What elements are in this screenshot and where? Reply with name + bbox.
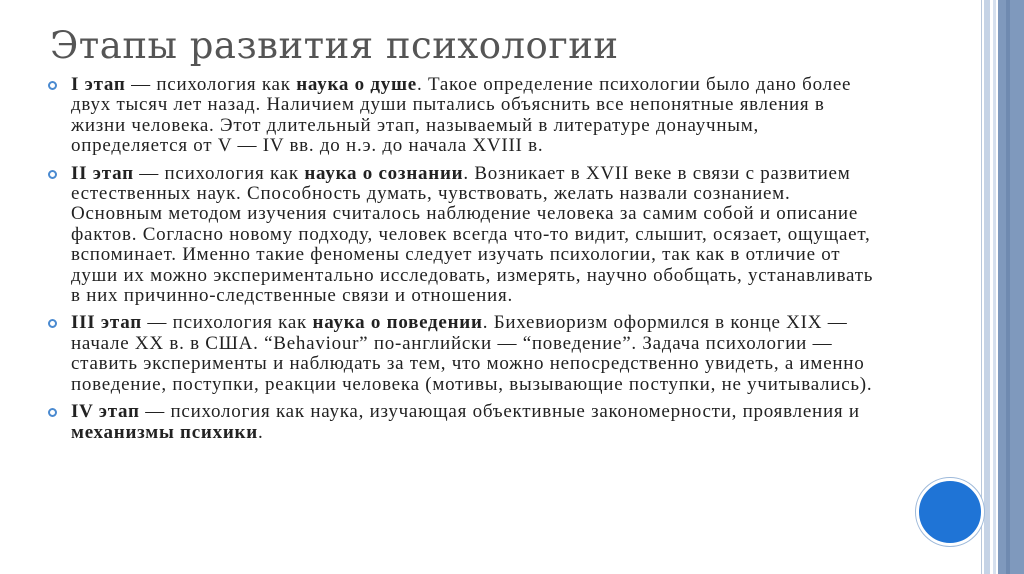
list-item [48,75,878,157]
stage-label: II этап [71,162,134,184]
item-text: . Возникает в XVII веке в связи с развитием естественных наук. Способность думать, чувствовать, желать назвали сознанием. Основным методом изучения считалось наблюдение человека за самим собой и описание фактов. Согласно новому подходу, человек всегда что-то видит, слышит, осязает, ощущает, вспоминает. Именно такие феномены следует изучать психологии, так как в отличие от души их можно экспериментально исследовать, измерять, научно обобщать, устанавливать в них причинно-следственные связи и отношения. [71,162,874,307]
bullet-list [48,75,878,450]
decor-stripe [993,0,996,574]
item-text: — психология как [133,162,305,184]
list-item [48,313,878,395]
decor-stripe [984,0,990,574]
decor-stripe [981,0,982,574]
decor-stripe [998,0,1024,574]
item-text: — психология как наука, изучающая объективные закономерности, проявления и [139,401,860,423]
stage-definition: наука о сознании [304,162,464,184]
stage-label: I этап [71,74,126,95]
stage-definition: наука о душе [296,74,417,95]
bullet-icon [48,81,57,90]
stage-label: IV этап [71,401,140,423]
item-text: . [257,421,264,443]
list-item [48,402,878,443]
decor-circle [916,478,984,546]
slide-title: Этапы развития психологии [50,24,619,67]
item-text: . Такое определение психологии было дано более двух тысяч лет назад. Наличием души пытались объяснить все непонятные явления в жизни человека. Этот длительный этап, называемый в литературе донаучным, определяется от V — IV вв. до н.э. до начала XVIII в. [71,74,852,157]
list-item [48,164,878,307]
stage-definition: наука о поведении [312,312,483,334]
bullet-icon [48,170,57,179]
item-text: — психология как [125,74,297,95]
item-text: . Бихевиоризм оформился в конце XIX — начале XX в. в США. “Behaviour” по-английски — “поведение”. Задача психологии — ставить эксперименты и наблюдать за тем, что можно непосредственно увидеть, а именно поведение, поступки, реакции человека (мотивы, вызывающие поступки, не учитывались). [71,312,873,395]
stage-label: III этап [71,312,142,334]
item-text: — психология как [141,312,313,334]
bullet-icon [48,319,57,328]
decor-stripe [1006,0,1010,574]
bullet-icon [48,408,57,417]
stage-definition: механизмы психики [71,421,258,443]
